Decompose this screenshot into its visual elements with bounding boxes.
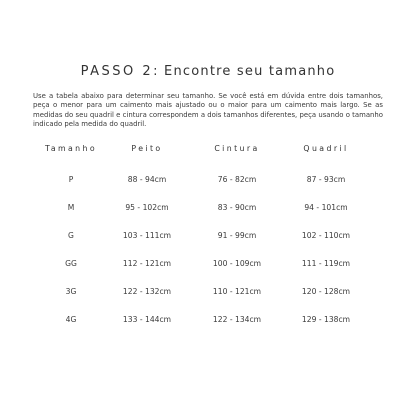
table-header-row: [40, 141, 370, 155]
cell-cintura: 83 - 90cm: [217, 202, 257, 212]
cell-cintura: 100 - 109cm: [212, 258, 262, 268]
cell-size: P: [68, 174, 74, 184]
cell-size: GG: [65, 258, 77, 268]
page-title-step: PASSO 2: [80, 64, 154, 79]
cell-size: 4G: [65, 314, 77, 324]
header-tamanho: Tamanho: [44, 143, 98, 153]
cell-cintura: 122 - 134cm: [212, 314, 262, 324]
cell-quadril: 111 - 119cm: [301, 258, 351, 268]
table-row: [40, 249, 370, 277]
table-row: [40, 305, 370, 333]
cell-cintura: 91 - 99cm: [217, 230, 257, 240]
table-row: [40, 277, 370, 305]
header-cintura: Cintura: [214, 143, 260, 153]
table-row: [40, 155, 370, 193]
cell-quadril: 120 - 128cm: [301, 286, 351, 296]
cell-quadril: 94 - 101cm: [304, 202, 348, 212]
cell-size: 3G: [65, 286, 77, 296]
table-row: [40, 221, 370, 249]
cell-size: G: [68, 230, 74, 240]
cell-peito: 103 - 111cm: [122, 230, 172, 240]
cell-peito: 133 - 144cm: [122, 314, 172, 324]
cell-cintura: 76 - 82cm: [217, 174, 257, 184]
cell-peito: 88 - 94cm: [127, 174, 167, 184]
cell-quadril: 87 - 93cm: [306, 174, 346, 184]
cell-peito: 112 - 121cm: [122, 258, 172, 268]
cell-quadril: 102 - 110cm: [301, 230, 351, 240]
intro-paragraph: Use a tabela abaixo para determinar seu tamanho. Se você está em dúvida entre dois tamanhos, peça o menor para um caimento mais ajustado ou o maior para um caimento mais largo. Se as medidas do seu quadril e cintura correspondem a dois tamanhos diferentes, peça usando o tamanho indicado pela medida do quadril.: [33, 91, 383, 129]
page-title: [0, 64, 416, 79]
cell-peito: 95 - 102cm: [125, 202, 169, 212]
header-peito: Peito: [131, 143, 163, 153]
table-row: [40, 193, 370, 221]
size-table: [40, 141, 370, 333]
header-quadril: Quadril: [303, 143, 349, 153]
cell-size: M: [67, 202, 75, 212]
cell-peito: 122 - 132cm: [122, 286, 172, 296]
page-title-text: : Encontre seu tamanho: [153, 64, 336, 79]
cell-quadril: 129 - 138cm: [301, 314, 351, 324]
cell-cintura: 110 - 121cm: [212, 286, 262, 296]
